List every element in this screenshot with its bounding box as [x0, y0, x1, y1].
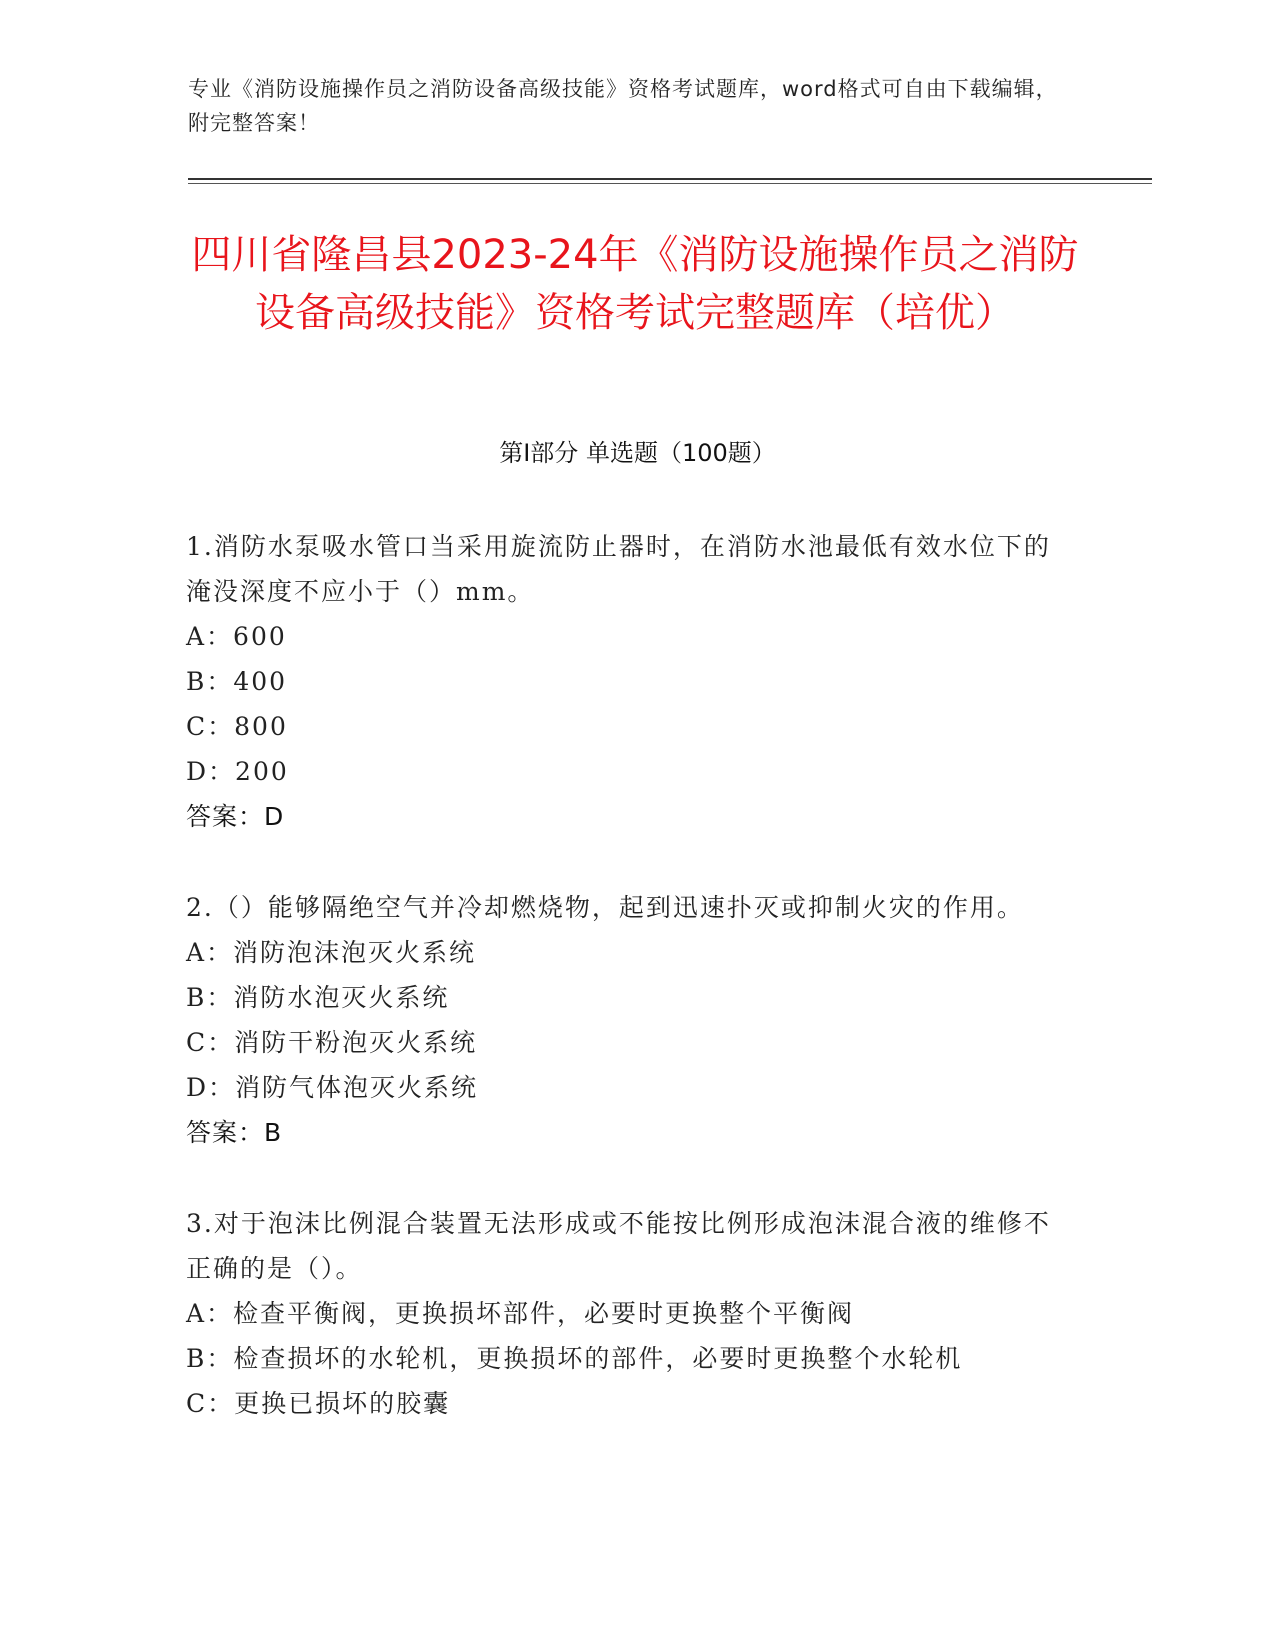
option-a: A：检查平衡阀，更换损坏部件，必要时更换整个平衡阀	[186, 1299, 855, 1328]
option-b: B：检查损坏的水轮机，更换损坏的部件，必要时更换整个水轮机	[186, 1344, 963, 1373]
question-stem: 1.消防水泵吸水管口当采用旋流防止器时，在消防水池最低有效水位下的淹没深度不应小于（）mm。	[186, 532, 1051, 606]
header-note: 专业《消防设施操作员之消防设备高级技能》资格考试题库，word格式可自由下载编辑，附完整答案！	[188, 77, 1058, 135]
header-divider-thin	[188, 183, 1152, 184]
option-d: D：200	[186, 757, 289, 786]
option-d: D：消防气体泡灭火系统	[186, 1073, 479, 1102]
option-a: A：600	[186, 622, 287, 651]
question-2	[186, 885, 1066, 1155]
option-c: C：800	[186, 712, 288, 741]
document-title: 四川省隆昌县2023-24年《消防设施操作员之消防设备高级技能》资格考试完整题库（培优）	[191, 232, 1079, 336]
option-c: C：更换已损坏的胶囊	[186, 1389, 451, 1418]
question-stem: 2.（）能够隔绝空气并冷却燃烧物，起到迅速扑灭或抑制火灾的作用。	[186, 893, 1024, 922]
question-1	[186, 524, 1066, 839]
question-list	[186, 524, 1066, 1472]
option-a: A：消防泡沫泡灭火系统	[186, 938, 477, 967]
answer: 答案：B	[186, 1118, 283, 1147]
question-stem: 3.对于泡沫比例混合装置无法形成或不能按比例形成泡沫混合液的维修不正确的是（）。	[186, 1209, 1051, 1283]
header-divider-thick	[188, 178, 1152, 180]
option-b: B：400	[186, 667, 288, 696]
option-b: B：消防水泡灭火系统	[186, 983, 450, 1012]
answer: 答案：D	[186, 802, 285, 831]
option-c: C：消防干粉泡灭火系统	[186, 1028, 478, 1057]
section-title: 第I部分 单选题（100题）	[499, 439, 776, 467]
question-3	[186, 1201, 1066, 1426]
